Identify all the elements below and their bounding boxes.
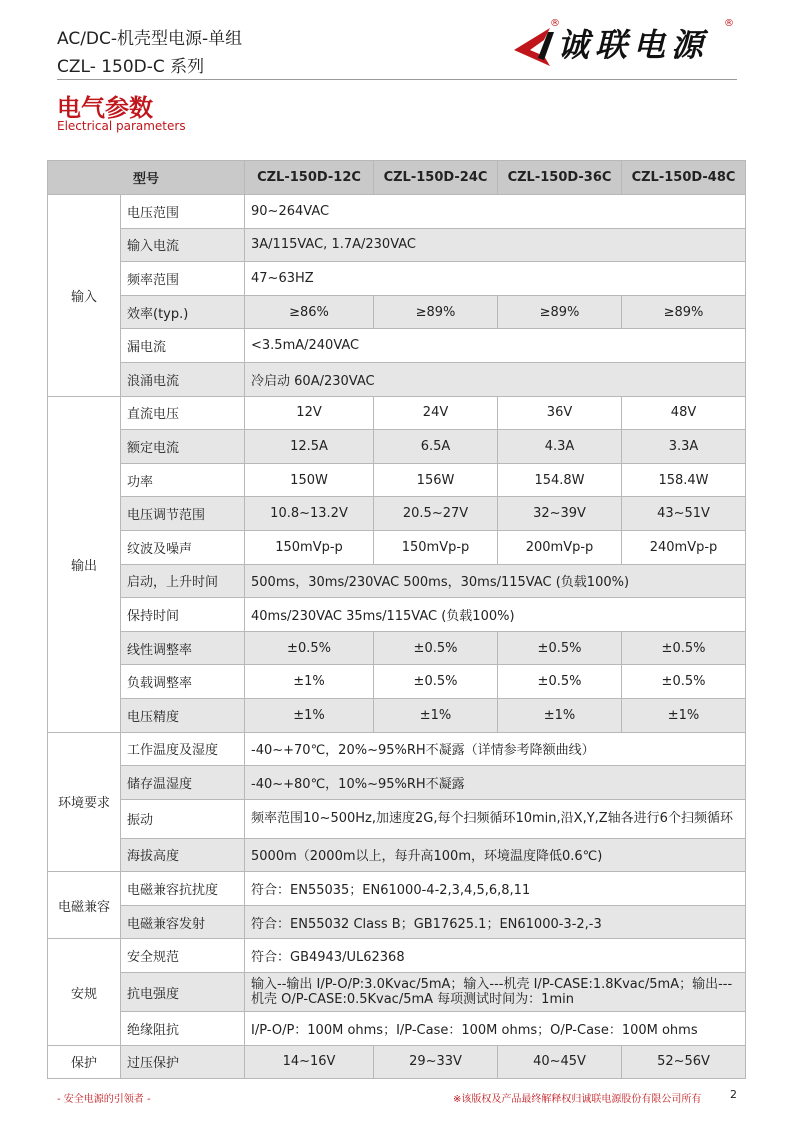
cell-12c: ±0.5% [245, 631, 374, 665]
cell-24c: ±1% [374, 698, 498, 732]
cell-48c: 43~51V [622, 497, 746, 531]
row-label: 电磁兼容发射 [121, 905, 245, 939]
table-row [48, 939, 746, 973]
cell-48c: 240mVp-p [622, 530, 746, 564]
row-value: I/P-O/P：100M ohms；I/P-Case：100M ohms；O/P-Case：100M ohms [245, 1012, 746, 1046]
row-label: 漏电流 [121, 329, 245, 363]
group-label-protection: 保护 [48, 1045, 121, 1079]
header-divider [57, 79, 737, 80]
cell-36c: 36V [498, 396, 622, 430]
row-value: -40~+80℃，10%~95%RH不凝露 [245, 766, 746, 800]
row-label: 振动 [121, 799, 245, 838]
footer-slogan: - 安全电源的引领者 - [57, 1094, 151, 1105]
cell-36c: ±1% [498, 698, 622, 732]
row-value: 符合：EN55032 Class B；GB17625.1；EN61000-3-2,-3 [245, 905, 746, 939]
row-label: 启动，上升时间 [121, 564, 245, 598]
section-subtitle: Electrical parameters [57, 119, 186, 133]
footer-copyright: ※该版权及产品最终解释权归诚联电源股份有限公司所有 [453, 1094, 702, 1105]
row-value: 5000m（2000m以上，每升高100m，环境温度降低0.6℃) [245, 838, 746, 872]
row-value: -40~+70℃，20%~95%RH不凝露（详情参考降额曲线） [245, 732, 746, 766]
row-label: 电压范围 [121, 195, 245, 229]
row-label: 负载调整率 [121, 665, 245, 699]
table-row [48, 973, 746, 1012]
cell-36c: 40~45V [498, 1045, 622, 1079]
table-row [48, 262, 746, 296]
cell-24c: ≥89% [374, 295, 498, 329]
cell-48c: ±0.5% [622, 631, 746, 665]
row-label: 工作温度及湿度 [121, 732, 245, 766]
doc-title-line1: AC/DC-机壳型电源-单组 [57, 29, 243, 49]
cell-48c: 158.4W [622, 463, 746, 497]
table-row [48, 497, 746, 531]
group-label-environment: 环境要求 [48, 732, 121, 872]
cell-36c: 32~39V [498, 497, 622, 531]
table-row [48, 195, 746, 229]
row-label: 纹波及噪声 [121, 530, 245, 564]
col-header-12c: CZL-150D-12C [245, 161, 374, 195]
table-row [48, 362, 746, 396]
cell-36c: 200mVp-p [498, 530, 622, 564]
row-value: <3.5mA/240VAC [245, 329, 746, 363]
row-label: 线性调整率 [121, 631, 245, 665]
row-label: 功率 [121, 463, 245, 497]
brand-logo-text: 诚联电源 [557, 26, 710, 64]
cell-36c: ±0.5% [498, 665, 622, 699]
row-value: 90~264VAC [245, 195, 746, 229]
cell-24c: 29~33V [374, 1045, 498, 1079]
row-label: 抗电强度 [121, 973, 245, 1012]
electrical-parameters-table [47, 160, 746, 1079]
table-row [48, 295, 746, 329]
cell-48c: 3.3A [622, 430, 746, 464]
row-label: 保持时间 [121, 598, 245, 632]
row-value: 47~63HZ [245, 262, 746, 296]
cell-36c: ±0.5% [498, 631, 622, 665]
cell-24c: ±0.5% [374, 631, 498, 665]
cell-12c: 10.8~13.2V [245, 497, 374, 531]
doc-title-line2: CZL- 150D-C 系列 [57, 57, 205, 77]
table-row [48, 872, 746, 906]
row-label: 电压精度 [121, 698, 245, 732]
row-label: 海拔高度 [121, 838, 245, 872]
cell-48c: ±0.5% [622, 665, 746, 699]
table-row [48, 530, 746, 564]
row-value: 频率范围10~500Hz,加速度2G,每个扫频循环10min,沿X,Y,Z轴各进行6个扫频循环 [245, 799, 746, 838]
table-row [48, 698, 746, 732]
row-value: 输入--输出 I/P-O/P:3.0Kvac/5mA；输入---机壳 I/P-CASE:1.8Kvac/5mA；输出---机壳 O/P-CASE:0.5Kvac/5mA 每项测试时间为：1min [245, 973, 746, 1012]
row-value: 冷启动 60A/230VAC [245, 362, 746, 396]
row-value: 符合：GB4943/UL62368 [245, 939, 746, 973]
col-header-36c: CZL-150D-36C [498, 161, 622, 195]
cell-24c: 156W [374, 463, 498, 497]
cell-12c: ±1% [245, 698, 374, 732]
cell-48c: ≥89% [622, 295, 746, 329]
table-row [48, 732, 746, 766]
row-label: 绝缘阻抗 [121, 1012, 245, 1046]
col-header-24c: CZL-150D-24C [374, 161, 498, 195]
table-row [48, 430, 746, 464]
table-row [48, 838, 746, 872]
row-label: 直流电压 [121, 396, 245, 430]
table-row [48, 564, 746, 598]
row-value: 40ms/230VAC 35ms/115VAC (负载100%) [245, 598, 746, 632]
registered-mark-icon: ® [550, 18, 560, 29]
section-title: 电气参数 [57, 94, 153, 122]
row-label: 浪涌电流 [121, 362, 245, 396]
cell-12c: 150mVp-p [245, 530, 374, 564]
group-label-output: 输出 [48, 396, 121, 732]
group-label-input: 输入 [48, 195, 121, 397]
table-row [48, 631, 746, 665]
table-row [48, 329, 746, 363]
cell-48c: 52~56V [622, 1045, 746, 1079]
table-row [48, 1012, 746, 1046]
page-number: 2 [730, 1088, 737, 1101]
cell-24c: 150mVp-p [374, 530, 498, 564]
cell-36c: ≥89% [498, 295, 622, 329]
row-label: 效率(typ.) [121, 295, 245, 329]
group-label-emc: 电磁兼容 [48, 872, 121, 939]
table-row [48, 665, 746, 699]
row-label: 频率范围 [121, 262, 245, 296]
col-header-model: 型号 [48, 161, 245, 195]
cell-12c: 14~16V [245, 1045, 374, 1079]
cell-12c: ±1% [245, 665, 374, 699]
cell-12c: 150W [245, 463, 374, 497]
row-value: 3A/115VAC, 1.7A/230VAC [245, 228, 746, 262]
registered-mark-icon-2: ® [724, 18, 734, 29]
table-row [48, 905, 746, 939]
row-label: 电磁兼容抗扰度 [121, 872, 245, 906]
cell-12c: 12.5A [245, 430, 374, 464]
row-label: 过压保护 [121, 1045, 245, 1079]
cell-36c: 154.8W [498, 463, 622, 497]
row-label: 电压调节范围 [121, 497, 245, 531]
table-row [48, 1045, 746, 1079]
row-label: 安全规范 [121, 939, 245, 973]
cell-24c: 6.5A [374, 430, 498, 464]
row-label: 额定电流 [121, 430, 245, 464]
cell-48c: ±1% [622, 698, 746, 732]
cell-24c: 24V [374, 396, 498, 430]
col-header-48c: CZL-150D-48C [622, 161, 746, 195]
cell-36c: 4.3A [498, 430, 622, 464]
cell-12c: 12V [245, 396, 374, 430]
row-label: 输入电流 [121, 228, 245, 262]
cell-24c: 20.5~27V [374, 497, 498, 531]
row-label: 储存温湿度 [121, 766, 245, 800]
table-row [48, 463, 746, 497]
cell-12c: ≥86% [245, 295, 374, 329]
cell-48c: 48V [622, 396, 746, 430]
group-label-safety: 安规 [48, 939, 121, 1045]
table-row [48, 598, 746, 632]
table-row [48, 799, 746, 838]
table-row [48, 228, 746, 262]
table-header-row [48, 161, 746, 195]
row-value: 500ms，30ms/230VAC 500ms，30ms/115VAC (负载100%) [245, 564, 746, 598]
row-value: 符合：EN55035；EN61000-4-2,3,4,5,6,8,11 [245, 872, 746, 906]
cell-24c: ±0.5% [374, 665, 498, 699]
table-row [48, 396, 746, 430]
table-row [48, 766, 746, 800]
